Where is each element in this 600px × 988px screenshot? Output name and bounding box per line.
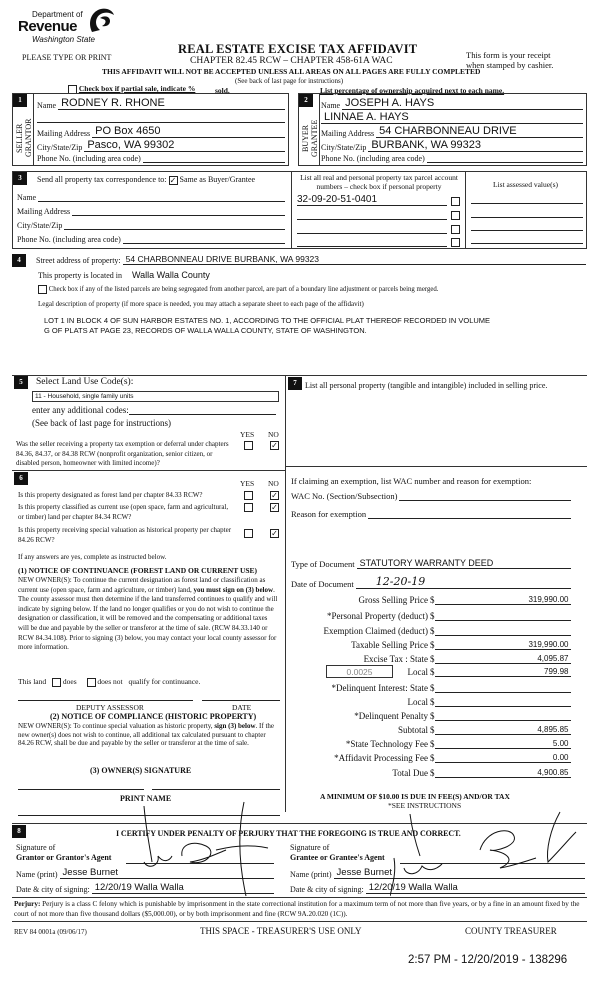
seller-city-field[interactable]: Pasco, WA 99302	[84, 139, 285, 152]
form-chapter: CHAPTER 82.45 RCW – CHAPTER 458-61A WAC	[190, 56, 393, 66]
personal-property-field[interactable]	[435, 610, 571, 621]
excise-tax-local-field[interactable]: 799.98	[435, 667, 571, 677]
grantee-date-row: Date & city of signing: 12/20/19 Walla Walla	[290, 882, 585, 894]
grantee-date-city-field[interactable]: 12/20/19 Walla Walla	[366, 882, 585, 894]
s5-no-header: NO	[268, 430, 279, 439]
land-use-see-back: (See back of last page for instructions)	[32, 418, 171, 428]
owner-signature-line-2[interactable]	[152, 789, 280, 790]
corr-name-field[interactable]	[38, 192, 285, 202]
county-treasurer: COUNTY TREASURER	[465, 926, 557, 936]
delinquent-penalty-field[interactable]	[435, 710, 571, 721]
forest-land-question: Is this property designated as forest land per chapter 84.33 RCW?	[18, 491, 203, 499]
parcel-number-field[interactable]	[297, 222, 447, 234]
seller-exemption-yes-checkbox[interactable]	[244, 441, 253, 450]
grantor-sig-label-2: Grantor or Grantor's Agent	[16, 853, 112, 862]
exemption-reason-row: Reason for exemption	[291, 509, 571, 519]
corr-mailing-row: Mailing Address	[17, 206, 285, 216]
owner-signature-title: (3) OWNER(S) SIGNATURE	[90, 766, 192, 775]
current-use-no-checkbox[interactable]: ✓	[271, 503, 278, 512]
grantor-date-row: Date & city of signing: 12/20/19 Walla Walla	[16, 882, 274, 894]
notice-compliance-text: NEW OWNER(S): To continue special valuation as historic property, sign (3) below. If the new owner(s) does not wish to continue, all additional tax calculated pursuant to chapter 84.26 RCW, shall be due and payable by the seller or transferor at the time of sale.	[18, 722, 275, 747]
seller-mailing-row: Mailing Address PO Box 4650	[37, 125, 285, 138]
land-use-label: Select Land Use Code(s):	[36, 377, 134, 387]
delinquent-interest-local-field[interactable]	[435, 696, 571, 707]
amount-row-taxable-selling-price: Taxable Selling Price $ 319,990.00	[351, 640, 569, 650]
document-type-field[interactable]: STATUTORY WARRANTY DEED	[357, 558, 571, 569]
buyer-city-row: City/State/Zip BURBANK, WA 99323	[321, 139, 583, 152]
section-1-seller	[12, 93, 289, 166]
local-rate-box: 0.0025	[326, 665, 393, 678]
county-field[interactable]: Walla Walla County	[131, 270, 210, 280]
treasurer-stamp: 2:57 PM - 12/20/2019 - 138296	[408, 954, 568, 966]
if-yes-instruction: If any answers are yes, complete as instructed below.	[18, 553, 167, 561]
personal-property-checkbox[interactable]	[451, 238, 460, 247]
document-date-field[interactable]: 12-20-19	[356, 575, 571, 589]
amount-row-state-technology-fee: *State Technology Fee $ 5.00	[345, 739, 569, 749]
taxable-selling-price-field[interactable]: 319,990.00	[435, 640, 571, 650]
amount-row-affidavit-processing-fee: *Affidavit Processing Fee $ 0.00	[334, 753, 569, 763]
parcel-number-field[interactable]	[297, 235, 447, 247]
street-address-field[interactable]: 54 CHARBONNEAU DRIVE BURBANK, WA 99323	[123, 254, 586, 265]
notice-continuance-text: NEW OWNER(S): To continue the current designation as forest land or classification as current use (open space, farm and agriculture, or timber) land, you must sign on (3) below. The county assessor must then determine if the land transferred continues to qualify and will indicate by signing below. If the land no longer qualifies or you do not wish to continue the designation or classification, it will be removed and the compensating or additional taxes will be due and payable by the seller or transferor at the time of sale. (RCW 84.33.140 or RCW 84.34.108). Prior to signing (3) below, you may contact your local county assessor for more information.	[18, 576, 278, 652]
street-address-row: Street address of property: 54 CHARBONNEAU DRIVE BURBANK, WA 99323	[36, 254, 586, 265]
seller-phone-field[interactable]	[143, 153, 285, 163]
delinquent-interest-state-field[interactable]	[435, 682, 571, 693]
same-as-buyer-checkbox[interactable]: ✓	[169, 175, 177, 185]
logo-line-3: Washington State	[32, 35, 96, 44]
amount-row-delinquent-interest-state: *Delinquent Interest: State $	[300, 682, 571, 693]
grantor-name-field[interactable]: Jesse Burnet	[60, 867, 274, 879]
seller-name-field[interactable]: RODNEY R. RHONE	[58, 97, 285, 110]
dor-logo	[14, 6, 124, 46]
s6-no-header: NO	[268, 479, 279, 488]
state-technology-fee-field[interactable]: 5.00	[435, 739, 571, 749]
deputy-assessor-label: DEPUTY ASSESSOR	[76, 703, 144, 712]
please-type-or-print: PLEASE TYPE OR PRINT	[22, 53, 112, 62]
buyer-name-row: Name JOSEPH A. HAYS	[321, 97, 583, 110]
buyer-grantee-label: BUYER GRANTEE	[301, 119, 319, 157]
corr-phone-field[interactable]	[123, 234, 285, 244]
amount-row-gross-selling-price: Gross Selling Price $ 319,990.00	[358, 595, 569, 605]
seller-name2-row	[37, 111, 285, 123]
ownership-note: List percentage of ownership acquired next to each name.	[320, 86, 505, 95]
form-title: REAL ESTATE EXCISE TAX AFFIDAVIT	[178, 42, 418, 56]
amount-row-total-due: Total Due $ 4,900.85	[392, 768, 569, 778]
personal-property-checkbox[interactable]	[451, 211, 460, 220]
dor-swirl-icon	[86, 6, 116, 34]
seller-mailing-field[interactable]: PO Box 4650	[92, 125, 285, 138]
notice-continuance-title: (1) NOTICE OF CONTINUANCE (FOREST LAND OR CURRENT USE)	[18, 566, 258, 575]
this-land-row: This land does does not qualify for continuance.	[18, 677, 201, 686]
assessed-value-field[interactable]	[471, 203, 583, 204]
amount-row-exemption-claimed: Exemption Claimed (deduct) $	[300, 625, 571, 636]
amount-row-delinquent-penalty: *Delinquent Penalty $	[300, 710, 571, 721]
notice-compliance-title: (2) NOTICE OF COMPLIANCE (HISTORIC PROPERTY)	[50, 712, 257, 721]
section-5-number: 5	[14, 376, 28, 389]
buyer-city-field[interactable]: BURBANK, WA 99323	[368, 139, 583, 152]
form-revision-id: REV 84 0001a (09/06/17)	[14, 928, 87, 936]
located-in-row: This property is located in Walla Walla County	[38, 270, 210, 280]
affidavit-processing-fee-field[interactable]: 0.00	[435, 753, 571, 763]
perjury-certification: I CERTIFY UNDER PENALTY OF PERJURY THAT THE FOREGOING IS TRUE AND CORRECT.	[116, 829, 461, 838]
amount-row-delinquent-interest-local: Local $	[300, 696, 571, 707]
parcel-row	[297, 208, 462, 220]
section-6-number: 6	[14, 472, 28, 485]
buyer-name2-field[interactable]: LINNAE A. HAYS	[321, 111, 583, 124]
does-not-qualify-checkbox[interactable]	[87, 678, 96, 687]
document-type-row: Type of Document STATUTORY WARRANTY DEED	[291, 558, 571, 569]
grantor-date-city-field[interactable]: 12/20/19 Walla Walla	[92, 882, 274, 894]
current-use-question: Is this property classified as current use (open space, farm and agricultural, or timber) land per chapter 84.34 RCW?	[18, 503, 229, 521]
grantor-sig-label-1: Signature of	[16, 843, 56, 852]
partial-sale-label: Check box if partial sale, indicate %	[78, 84, 196, 93]
corr-city-field[interactable]	[64, 220, 285, 230]
personal-property-label: List all personal property (tangible and intangible) included in selling price.	[305, 381, 548, 390]
exemption-claimed-field[interactable]	[435, 625, 571, 636]
historic-no-checkbox[interactable]: ✓	[271, 529, 278, 538]
seller-name2-field[interactable]	[37, 111, 285, 123]
parcel-number-field[interactable]: 32-09-20-51-0401	[297, 194, 447, 206]
additional-codes-field[interactable]	[129, 405, 276, 415]
forest-land-yes-checkbox[interactable]	[244, 491, 253, 500]
wac-row: WAC No. (Section/Subsection)	[291, 491, 571, 501]
exemption-label: If claiming an exemption, list WAC number and reason for exemption:	[291, 476, 532, 486]
seller-city-row: City/State/Zip Pasco, WA 99302	[37, 139, 285, 152]
grantor-signature-field[interactable]	[126, 863, 274, 864]
personal-property-checkbox[interactable]	[451, 197, 460, 206]
assessor-date-line[interactable]	[202, 700, 280, 701]
grantee-name-row: Name (print) Jesse Burnet	[290, 867, 585, 879]
grantee-sig-label-1: Signature of	[290, 843, 330, 852]
grantee-signature-scrawl	[390, 810, 590, 910]
section-2-buyer	[298, 93, 587, 166]
amount-row-excise-local: Local $ 799.98	[407, 667, 569, 677]
corr-phone-row: Phone No. (including area code)	[17, 234, 285, 244]
historic-question: Is this property receiving special valuation as historical property per chapter 84.26 RCW?	[18, 526, 232, 544]
grantee-sig-label-2: Grantee or Grantee's Agent	[290, 853, 385, 862]
corr-name-row: Name	[17, 192, 285, 202]
does-qualify-checkbox[interactable]	[52, 678, 61, 687]
assessed-value-field[interactable]	[471, 243, 583, 244]
document-date-row: Date of Document 12-20-19	[291, 575, 571, 589]
grantor-name-row: Name (print) Jesse Burnet	[16, 867, 274, 879]
parcel-number-field[interactable]	[297, 208, 447, 220]
excise-tax-state-field[interactable]: 4,095.87	[435, 654, 571, 664]
owner-signature-line-1[interactable]	[18, 789, 144, 790]
seller-grantor-label: SELLER GRANTOR	[15, 118, 33, 158]
historic-yes-checkbox[interactable]	[244, 529, 253, 538]
buyer-phone-field[interactable]	[427, 153, 583, 163]
land-use-select[interactable]: 11 - Household, single family units	[32, 391, 279, 402]
logo-line-1: Department of	[32, 10, 83, 19]
section-7-number: 7	[288, 377, 302, 390]
minimum-due-note: A MINIMUM OF $10.00 IS DUE IN FEE(S) AND/OR TAX	[320, 792, 510, 801]
perjury-notice: Perjury: Perjury is a class C felony which is punishable by imprisonment in the state correctional institution for a maximum term of not more than five years, or by a fine in an amount fixed by the court of not more than five thousand dollars ($5,000.00), or by both imprisonment and fine (RCW 9A.20.020 (1C)).	[14, 900, 580, 918]
seller-phone-row: Phone No. (including area code)	[37, 153, 285, 163]
deputy-assessor-line[interactable]	[18, 700, 193, 701]
current-use-yes-checkbox[interactable]	[244, 503, 253, 512]
assessed-header: List assessed value(s)	[493, 180, 558, 189]
assessed-value-field[interactable]	[471, 230, 583, 231]
assessor-date-label: DATE	[232, 703, 252, 712]
grantee-name-field[interactable]: Jesse Burnet	[334, 867, 585, 879]
receipt-note-2: when stamped by cashier.	[466, 60, 554, 70]
amount-row-subtotal: Subtotal $ 4,895.85	[397, 725, 569, 735]
see-back-instructions: (See back of last page for instructions)	[235, 77, 344, 85]
parcel-row	[297, 194, 462, 206]
buyer-phone-row: Phone No. (including area code)	[321, 153, 583, 163]
legal-description-line-1[interactable]: LOT 1 IN BLOCK 4 OF SUN HARBOR ESTATES NO. 1, ACCORDING TO THE OFFICIAL PLAT THEREOF RECORDED IN VOLUME	[44, 316, 491, 325]
seller-exemption-question: Was the seller receiving a property tax exemption or deferral under chapters 84.36, 84.37, or 84.38 RCW (nonprofit organization, senior citizen, or disabled person, homeowner with limited income)?	[16, 440, 229, 467]
seller-name-row: Name RODNEY R. RHONE	[37, 97, 285, 110]
personal-property-checkbox[interactable]	[451, 225, 460, 234]
completion-warning: THIS AFFIDAVIT WILL NOT BE ACCEPTED UNLESS ALL AREAS ON ALL PAGES ARE FULLY COMPLETED	[102, 67, 481, 76]
see-instructions-note: *SEE INSTRUCTIONS	[388, 801, 462, 810]
treasurer-use-only: THIS SPACE - TREASURER'S USE ONLY	[200, 926, 362, 936]
sold-label: sold.	[215, 86, 230, 95]
additional-codes-row: enter any additional codes:	[32, 405, 276, 415]
parcel-row	[297, 222, 462, 234]
legal-description-label: Legal description of property (if more space is needed, you may attach a separate sheet to each page of the affidavit)	[38, 300, 364, 308]
buyer-name2-row	[321, 111, 583, 124]
buyer-name-field[interactable]: JOSEPH A. HAYS	[342, 97, 583, 110]
buyer-mailing-row: Mailing Address 54 CHARBONNEAU DRIVE	[321, 125, 583, 138]
parcel-header: List all real and personal property tax parcel account numbers – check box if personal property	[300, 173, 458, 191]
amount-row-excise-state: Excise Tax : State $ 4,095.87	[363, 654, 569, 664]
s5-yes-header: YES	[240, 430, 255, 439]
segregation-row: Check box if any of the listed parcels are being segregated from another parcel, are part of a boundary line adjustment or parcels being merged.	[38, 285, 439, 294]
corr-mailing-field[interactable]	[72, 206, 285, 216]
wac-field[interactable]	[399, 491, 571, 501]
amount-row-personal-property: *Personal Property (deduct) $	[300, 610, 571, 621]
section-4-number: 4	[12, 254, 26, 267]
parcel-row	[297, 235, 462, 247]
seller-exemption-no-checkbox[interactable]: ✓	[271, 441, 278, 450]
print-name-label: PRINT NAME	[120, 794, 172, 803]
print-name-line[interactable]	[18, 815, 280, 816]
section-3-number: 3	[13, 172, 27, 185]
forest-land-no-checkbox[interactable]: ✓	[271, 491, 278, 500]
gross-selling-price-field[interactable]: 319,990.00	[435, 595, 571, 605]
assessed-value-field[interactable]	[471, 217, 583, 218]
section-2-number: 2	[299, 94, 313, 107]
receipt-note-1: This form is your receipt	[466, 50, 551, 60]
corr-city-row: City/State/Zip	[17, 220, 285, 230]
section-3-tax-correspondence	[12, 171, 587, 249]
section-1-number: 1	[13, 94, 27, 107]
buyer-mailing-field[interactable]: 54 CHARBONNEAU DRIVE	[376, 125, 583, 138]
s6-yes-header: YES	[240, 479, 255, 488]
legal-description-line-2[interactable]: G OF PLATS AT PAGE 23, RECORDS OF WALLA WALLA COUNTY, STATE OF WASHINGTON.	[44, 326, 367, 335]
send-correspondence-row: Send all property tax correspondence to: ✓ Same as Buyer/Grantee	[37, 175, 256, 185]
segregation-checkbox[interactable]	[38, 285, 47, 294]
exemption-reason-field[interactable]	[368, 509, 571, 519]
grantee-signature-field[interactable]	[400, 863, 585, 864]
section-8-number: 8	[12, 825, 26, 838]
subtotal-field[interactable]: 4,895.85	[435, 725, 571, 735]
total-due-field[interactable]: 4,900.85	[435, 768, 571, 778]
logo-line-2: Revenue	[18, 18, 78, 35]
